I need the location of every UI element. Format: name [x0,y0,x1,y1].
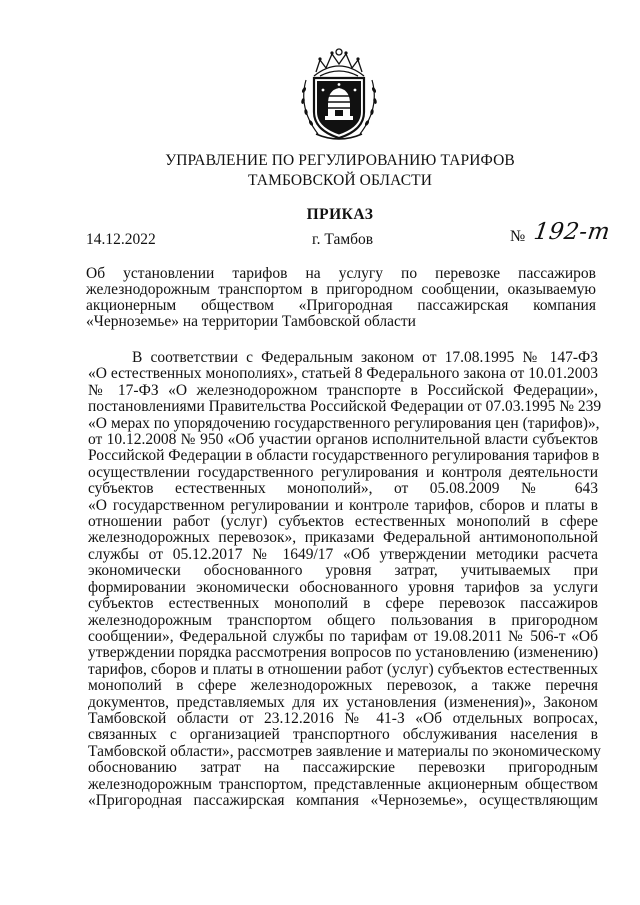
body-line: «О государственном регулировании и контроле тарифов, сборов и платы в [88,496,598,514]
body-line: обоснованию затрат на пассажирские перевозки пригородным [88,759,598,777]
body-line: от 10.12.2008 № 950 «Об участии органов исполнительной власти субъектов [88,431,598,449]
subject-line: Об установлении тарифов на услугу по перевозке пассажиров [86,265,596,282]
authority-name-line2: ТАМБОВСКОЙ ОБЛАСТИ [248,172,432,189]
order-number-sign: № [510,228,526,245]
body-line: Тамбовской области», рассмотрев заявление и материалы по экономическому [88,742,601,760]
subject-line: «Черноземье» на территории Тамбовской области [86,313,416,330]
body-line: «О мерах по упорядочению государственного регулирования цен (тарифов)», [88,414,600,432]
body-line: тарифов, сборов и платы в отношении работ (услуг) субъектов естественных [88,660,598,678]
body-line: службы от 05.12.2017 № 1649/17 «Об утверждении методики расчета [88,545,598,563]
body-line: формировании экономически обоснованного уровня тарифов за услуги [88,578,598,596]
document-type-title: ПРИКАЗ [306,206,374,223]
body-line: субъектов естественных монополий в сфере перевозок пассажиров [88,595,598,613]
body-line: утверждении порядка рассмотрения вопросов по установлению (изменению) [88,644,599,662]
tambov-coat-of-arms-icon [296,46,382,146]
order-date: 14.12.2022 [86,231,156,248]
body-line: экономически обоснованного уровня затрат, учитываемых при [88,562,598,580]
body-line: отношении работ (услуг) субъектов естественных монополий в сфере [88,513,598,531]
order-number-handwritten: 192-т [532,219,612,245]
body-line: постановлениями Правительства Российской Федерации от 07.03.1995 № 239 [88,398,602,416]
body-line: Российской Федерации в области государственного регулирования тарифов в [88,447,600,465]
body-line: железнодорожным транспортом общего пользования в пригородном [88,611,598,629]
body-line: «Пригородная пассажирская компания «Черноземье», осуществляющим [88,791,598,809]
order-preamble [88,349,602,809]
body-line: документов, представляемых для их установления (изменения)», Законом [88,693,598,711]
body-line: монополий в сфере железнодорожных перевозок, а также перечня [88,677,598,695]
body-line: железнодорожным транспортом, представленные акционерным обществом [88,775,598,793]
body-line: осуществлении государственного регулирования и контроля деятельности [88,463,598,481]
body-line: субъектов естественных монополий», от 05.08.2009 № 643 [88,480,598,498]
body-line: «О естественных монополиях», статьей 8 Федерального закона от 10.01.2003 [88,365,598,383]
body-line: № 17-ФЗ «О железнодорожном транспорте в Российской Федерации», [88,381,598,399]
body-line: В соответствии с Федеральным законом от 17.08.1995 № 147-ФЗ [132,349,598,366]
body-line: связанных с организацией транспортного обслуживания населения в [88,726,598,744]
body-line: железнодорожных перевозок», приказами Федеральной антимонопольной [88,529,598,547]
subject-line: железнодорожным транспортом в пригородном сообщении, оказываемую [86,281,596,298]
order-subject [86,266,596,330]
subject-line: акционерным обществом «Пригородная пассажирская компания [86,297,596,314]
body-line: Тамбовской области от 23.12.2016 № 41-З «Об отдельных вопросах, [88,709,598,727]
order-city: г. Тамбов [312,231,374,248]
body-line: сообщении», Федеральной службы по тарифам от 19.08.2011 № 506-т «Об [88,627,598,645]
authority-name-line1: УПРАВЛЕНИЕ ПО РЕГУЛИРОВАНИЮ ТАРИФОВ [165,152,515,169]
